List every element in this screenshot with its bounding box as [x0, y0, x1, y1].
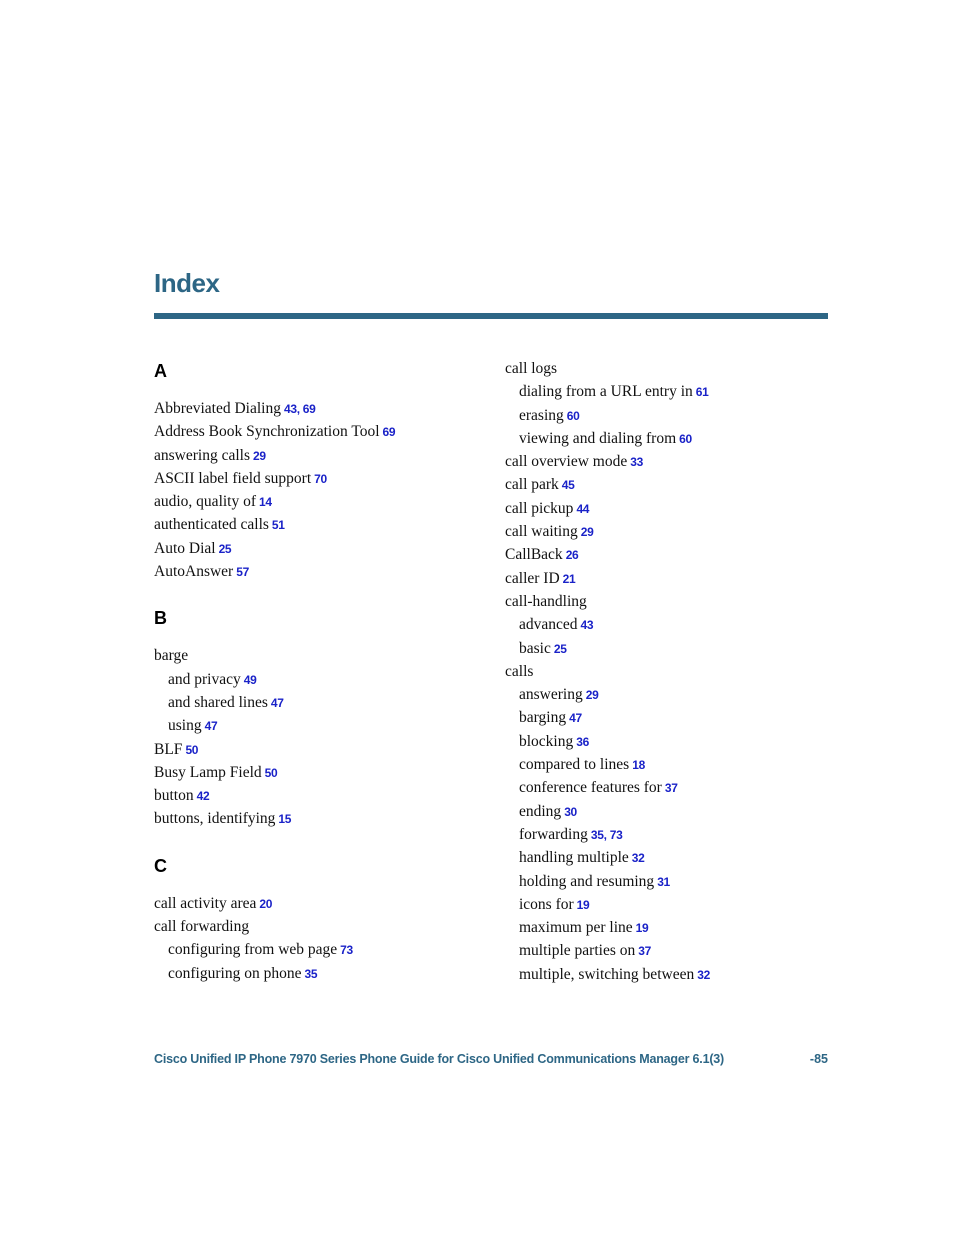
page-reference-link[interactable]: 50: [264, 765, 278, 780]
page-reference-link[interactable]: 43: [580, 618, 594, 633]
index-term: audio, quality of: [154, 493, 257, 511]
index-term: viewing and dialing from: [519, 429, 677, 447]
page-reference-link[interactable]: 44: [576, 501, 590, 516]
page-reference-link[interactable]: 36: [576, 734, 589, 749]
section-spacer: [154, 831, 484, 852]
page-reference-link[interactable]: 29: [580, 525, 594, 540]
index-letter-heading: C: [154, 855, 167, 876]
page-reference-link[interactable]: 32: [697, 967, 710, 982]
index-entry: [154, 513, 484, 536]
index-subentry: [505, 380, 835, 403]
index-subentry: [505, 963, 835, 986]
index-column-right: [505, 357, 835, 986]
index-term: forwarding: [519, 825, 588, 843]
index-subentry: [505, 683, 835, 706]
index-term: call overview mode: [505, 453, 628, 471]
page-reference-link[interactable]: 73: [340, 943, 353, 958]
title-rule: [154, 313, 828, 319]
page-reference-link[interactable]: 43, 69: [283, 402, 316, 416]
index-subentry: [505, 637, 835, 660]
index-entry: [505, 473, 835, 496]
index-term: barge: [154, 647, 189, 665]
index-term: advanced: [519, 616, 578, 634]
index-entry: [505, 567, 835, 590]
index-entry: [154, 397, 484, 420]
index-entry: [154, 467, 484, 490]
index-term: ending: [519, 802, 562, 820]
index-term: answering: [519, 686, 583, 704]
index-subentry: [505, 706, 835, 729]
index-term: blocking: [519, 732, 574, 750]
index-entry: [505, 450, 835, 473]
page-reference-link[interactable]: 21: [562, 571, 576, 586]
page-reference-link[interactable]: 69: [382, 425, 396, 440]
index-term: Abbreviated Dialing: [154, 400, 281, 417]
index-term: and privacy: [168, 670, 241, 688]
index-entry: [154, 738, 484, 761]
page-reference-link[interactable]: 51: [271, 518, 285, 533]
page-reference-link[interactable]: 20: [259, 896, 273, 911]
page-reference-link[interactable]: 25: [553, 641, 567, 656]
index-term: holding and resuming: [519, 872, 655, 890]
index-subentry: [505, 776, 835, 799]
footer-page-number: -85: [809, 1052, 828, 1066]
index-term: button: [154, 787, 194, 805]
index-entry: [154, 560, 484, 583]
index-term: authenticated calls: [154, 516, 269, 534]
index-term: AutoAnswer: [154, 563, 234, 581]
index-letter-heading: A: [154, 361, 167, 381]
index-term: basic: [519, 639, 551, 657]
page-reference-link[interactable]: 35: [304, 966, 318, 981]
index-entry: [505, 520, 835, 543]
page-reference-link[interactable]: 37: [664, 781, 678, 796]
section-spacer: [154, 583, 484, 604]
index-subentry: [154, 714, 484, 737]
page-reference-link[interactable]: 70: [314, 471, 327, 486]
page-reference-link[interactable]: 60: [679, 431, 692, 446]
index-term: Address Book Synchronization Tool: [154, 423, 380, 441]
index-term: call waiting: [505, 523, 578, 541]
index-subentry: [505, 800, 835, 823]
index-term: ASCII label field support: [154, 469, 312, 487]
index-term: Auto Dial: [154, 539, 216, 557]
index-entry: [505, 497, 835, 520]
page-reference-link[interactable]: 19: [635, 921, 649, 936]
page-reference-link[interactable]: 61: [695, 385, 709, 400]
index-term: erasing: [519, 406, 564, 424]
index-entry: [154, 537, 484, 560]
page-reference-link[interactable]: 33: [630, 455, 643, 470]
page-reference-link[interactable]: 26: [565, 548, 579, 563]
index-entry: [505, 543, 835, 566]
index-term: caller ID: [505, 569, 560, 587]
index-subentry: [505, 823, 835, 846]
index-subentry: [154, 668, 484, 691]
page-reference-link[interactable]: 57: [236, 565, 249, 580]
page-reference-link[interactable]: 30: [564, 804, 577, 819]
index-term: call-handling: [505, 592, 587, 610]
index-term: configuring from web page: [168, 941, 338, 959]
index-subentry: [505, 916, 835, 939]
index-term: call activity area: [154, 894, 257, 912]
index-term: handling multiple: [519, 849, 629, 867]
index-entry: [154, 807, 484, 830]
index-term: Busy Lamp Field: [154, 763, 262, 781]
index-term: conference features for: [519, 779, 662, 797]
page-reference-link[interactable]: 47: [204, 719, 218, 734]
index-term: and shared lines: [168, 693, 268, 711]
index-subentry: [154, 691, 484, 714]
page-reference-link[interactable]: 29: [252, 448, 266, 463]
index-subentry: [505, 613, 835, 636]
page-reference-link[interactable]: 45: [561, 478, 575, 493]
index-entry: [154, 420, 484, 443]
index-subentry: [505, 846, 835, 869]
page-reference-link[interactable]: 37: [638, 944, 651, 959]
page-reference-link[interactable]: 32: [631, 851, 645, 866]
page-reference-link[interactable]: 15: [278, 812, 292, 827]
index-entry: [154, 784, 484, 807]
page-reference-link[interactable]: 60: [566, 408, 580, 423]
index-term: call logs: [505, 360, 558, 377]
index-term: dialing from a URL entry in: [519, 383, 693, 401]
page-title: Index: [154, 268, 220, 298]
index-term: maximum per line: [519, 919, 633, 937]
index-entry: [505, 590, 835, 613]
index-term: icons for: [519, 895, 574, 913]
index-term: configuring on phone: [168, 964, 302, 982]
index-entry: [505, 660, 835, 683]
page-reference-link[interactable]: 49: [243, 672, 257, 687]
page-reference-link[interactable]: 19: [576, 897, 590, 912]
index-subentry: [505, 939, 835, 962]
index-column-left: [154, 357, 484, 985]
page-reference-link[interactable]: 47: [569, 711, 582, 726]
index-term: call pickup: [505, 499, 574, 517]
index-term: call forwarding: [154, 918, 250, 936]
page-reference-link[interactable]: 14: [259, 495, 272, 510]
index-term: barging: [519, 709, 567, 727]
index-term: CallBack: [505, 546, 563, 564]
index-term: BLF: [154, 740, 183, 758]
index-entry: [154, 644, 484, 667]
index-entry: [154, 444, 484, 467]
index-letter-heading: B: [154, 608, 167, 629]
page-reference-link[interactable]: 31: [657, 874, 670, 889]
index-term: calls: [505, 662, 534, 680]
page-reference-link[interactable]: 47: [270, 695, 284, 710]
index-subentry: [505, 870, 835, 893]
index-term: multiple, switching between: [519, 965, 695, 983]
page-reference-link[interactable]: 35, 73: [590, 827, 623, 842]
index-subentry: [154, 962, 484, 985]
index-entry: [505, 357, 835, 380]
index-term: multiple parties on: [519, 942, 636, 960]
index-entry: [154, 490, 484, 513]
index-entry: [154, 915, 484, 938]
index-term: compared to lines: [519, 756, 630, 774]
index-entry: [154, 892, 484, 915]
index-term: call park: [505, 476, 559, 494]
page-reference-link[interactable]: 29: [585, 688, 599, 703]
index-term: answering calls: [154, 446, 250, 464]
index-subentry: [505, 404, 835, 427]
page-reference-link[interactable]: 18: [632, 758, 645, 773]
index-subentry: [505, 427, 835, 450]
index-subentry: [505, 753, 835, 776]
footer-guide-title: Cisco Unified IP Phone 7970 Series Phone Guide for Cisco Unified Communications Manager 6.1(3): [154, 1052, 724, 1066]
index-subentry: [505, 893, 835, 916]
index-subentry: [505, 730, 835, 753]
page-reference-link[interactable]: 25: [218, 541, 232, 556]
page-reference-link[interactable]: 50: [185, 742, 199, 757]
index-subentry: [154, 938, 484, 961]
index-term: using: [168, 717, 202, 735]
index-entry: [154, 761, 484, 784]
index-term: buttons, identifying: [154, 810, 276, 828]
page-reference-link[interactable]: 42: [196, 789, 210, 804]
